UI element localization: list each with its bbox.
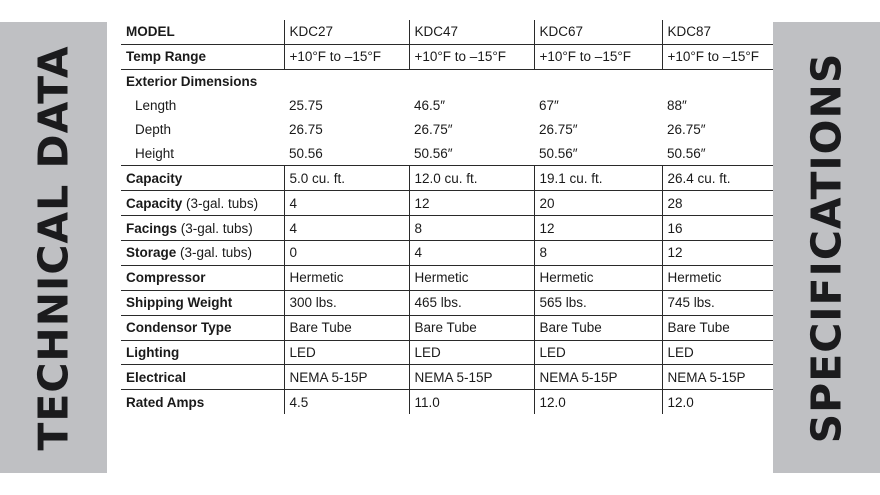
- table-cell: Hermetic: [534, 265, 662, 290]
- row-label: Shipping Weight: [121, 290, 284, 315]
- table-row: [121, 20, 773, 44]
- table-cell: 28: [662, 191, 773, 216]
- table-cell: 300 lbs.: [284, 290, 409, 315]
- table-cell: Bare Tube: [534, 315, 662, 340]
- row-label: Capacity: [121, 166, 284, 191]
- table-cell: [284, 69, 409, 93]
- table-cell: 67″: [539, 98, 559, 114]
- table-cell: 8: [409, 216, 534, 241]
- table-row: [121, 241, 773, 266]
- specifications-heading: SPECIFICATIONS: [802, 52, 851, 443]
- row-label: Lighting: [121, 340, 284, 365]
- table-cell: [534, 69, 662, 93]
- table-cell: 12: [662, 241, 773, 266]
- table-row: [121, 290, 773, 315]
- table-cell: 16: [662, 216, 773, 241]
- row-label: Rated Amps: [126, 394, 205, 410]
- table-cell: 88″: [667, 98, 687, 114]
- table-cell: +10°F to –15°F: [534, 44, 662, 69]
- table-cell: 20: [534, 191, 662, 216]
- table-cell: NEMA 5-15P: [284, 365, 409, 390]
- table-cell: 50.56″: [534, 141, 662, 165]
- table-cell: Hermetic: [662, 265, 773, 290]
- table-cell: 12: [409, 191, 534, 216]
- table-cell: 26.75″: [667, 122, 706, 137]
- table-cell: 11.0: [409, 390, 534, 414]
- table-cell: Bare Tube: [409, 315, 534, 340]
- table-row: [121, 141, 773, 165]
- table-cell: 26.75″: [414, 122, 453, 137]
- row-label: MODEL: [121, 20, 284, 44]
- table-cell: KDC87: [662, 20, 773, 44]
- table-row: [121, 44, 773, 69]
- table-cell: 50.56″: [409, 141, 534, 165]
- table-row: [121, 166, 773, 191]
- table-cell: 4: [284, 191, 409, 216]
- table-cell: KDC47: [409, 20, 534, 44]
- table-cell: +10°F to –15°F: [284, 44, 409, 69]
- table-cell: Hermetic: [284, 265, 409, 290]
- row-label: Storage (3-gal. tubs): [121, 241, 284, 266]
- table-cell: LED: [409, 340, 534, 365]
- table-row: [121, 191, 773, 216]
- row-label: Temp Range: [121, 44, 284, 69]
- table-cell: 12: [534, 216, 662, 241]
- table-cell: KDC27: [284, 20, 409, 44]
- technical-data-heading: TECHNICAL DATA: [29, 44, 78, 451]
- table-cell: 5.0 cu. ft.: [284, 166, 409, 191]
- table-cell: 12.0: [662, 390, 773, 414]
- table-cell: 25.75: [289, 98, 323, 114]
- table-cell: 50.56″: [662, 141, 773, 165]
- row-label: Compressor: [121, 265, 284, 290]
- table-cell: 46.5″: [414, 98, 446, 114]
- row-label: Height: [121, 141, 284, 165]
- table-cell: NEMA 5-15P: [534, 365, 662, 390]
- table-cell: 12.0: [534, 390, 662, 414]
- table-row: [121, 390, 773, 414]
- table-row: [121, 340, 773, 365]
- table-row: [121, 216, 773, 241]
- table-cell: 4: [284, 216, 409, 241]
- row-label: Facings (3-gal. tubs): [121, 216, 284, 241]
- row-label: Capacity (3-gal. tubs): [121, 191, 284, 216]
- table-cell: 26.4 cu. ft.: [662, 166, 773, 191]
- table-cell: 4.5: [284, 390, 409, 414]
- table-row: [121, 69, 773, 93]
- table-cell: 8: [534, 241, 662, 266]
- row-label: Depth: [135, 122, 172, 137]
- table-cell: NEMA 5-15P: [409, 365, 534, 390]
- table-cell: Bare Tube: [284, 315, 409, 340]
- table-cell: 565 lbs.: [534, 290, 662, 315]
- table-cell: [662, 69, 773, 93]
- table-cell: 26.75: [289, 122, 323, 137]
- table-cell: LED: [534, 340, 662, 365]
- table-row: [121, 315, 773, 340]
- row-label: Length: [135, 98, 177, 114]
- spec-table-container: [121, 20, 773, 414]
- table-cell: 50.56: [284, 141, 409, 165]
- left-side-panel: [0, 22, 107, 473]
- table-cell: 26.75″: [539, 122, 578, 137]
- table-cell: KDC67: [534, 20, 662, 44]
- row-label: Electrical: [121, 365, 284, 390]
- table-row: [121, 94, 773, 118]
- row-label: Exterior Dimensions: [126, 74, 258, 90]
- table-cell: LED: [284, 340, 409, 365]
- row-label: Condensor Type: [121, 315, 284, 340]
- right-side-panel: [773, 22, 880, 473]
- table-cell: 745 lbs.: [662, 290, 773, 315]
- table-cell: NEMA 5-15P: [662, 365, 773, 390]
- table-cell: Bare Tube: [662, 315, 773, 340]
- table-cell: Hermetic: [409, 265, 534, 290]
- table-cell: 19.1 cu. ft.: [534, 166, 662, 191]
- table-cell: [409, 69, 534, 93]
- table-cell: LED: [662, 340, 773, 365]
- table-cell: 12.0 cu. ft.: [409, 166, 534, 191]
- table-cell: 4: [409, 241, 534, 266]
- table-cell: 465 lbs.: [409, 290, 534, 315]
- table-row: [121, 365, 773, 390]
- table-row: [121, 118, 773, 142]
- spec-table: [121, 20, 773, 414]
- table-row: [121, 265, 773, 290]
- table-cell: +10°F to –15°F: [662, 44, 773, 69]
- table-cell: 0: [284, 241, 409, 266]
- table-cell: +10°F to –15°F: [409, 44, 534, 69]
